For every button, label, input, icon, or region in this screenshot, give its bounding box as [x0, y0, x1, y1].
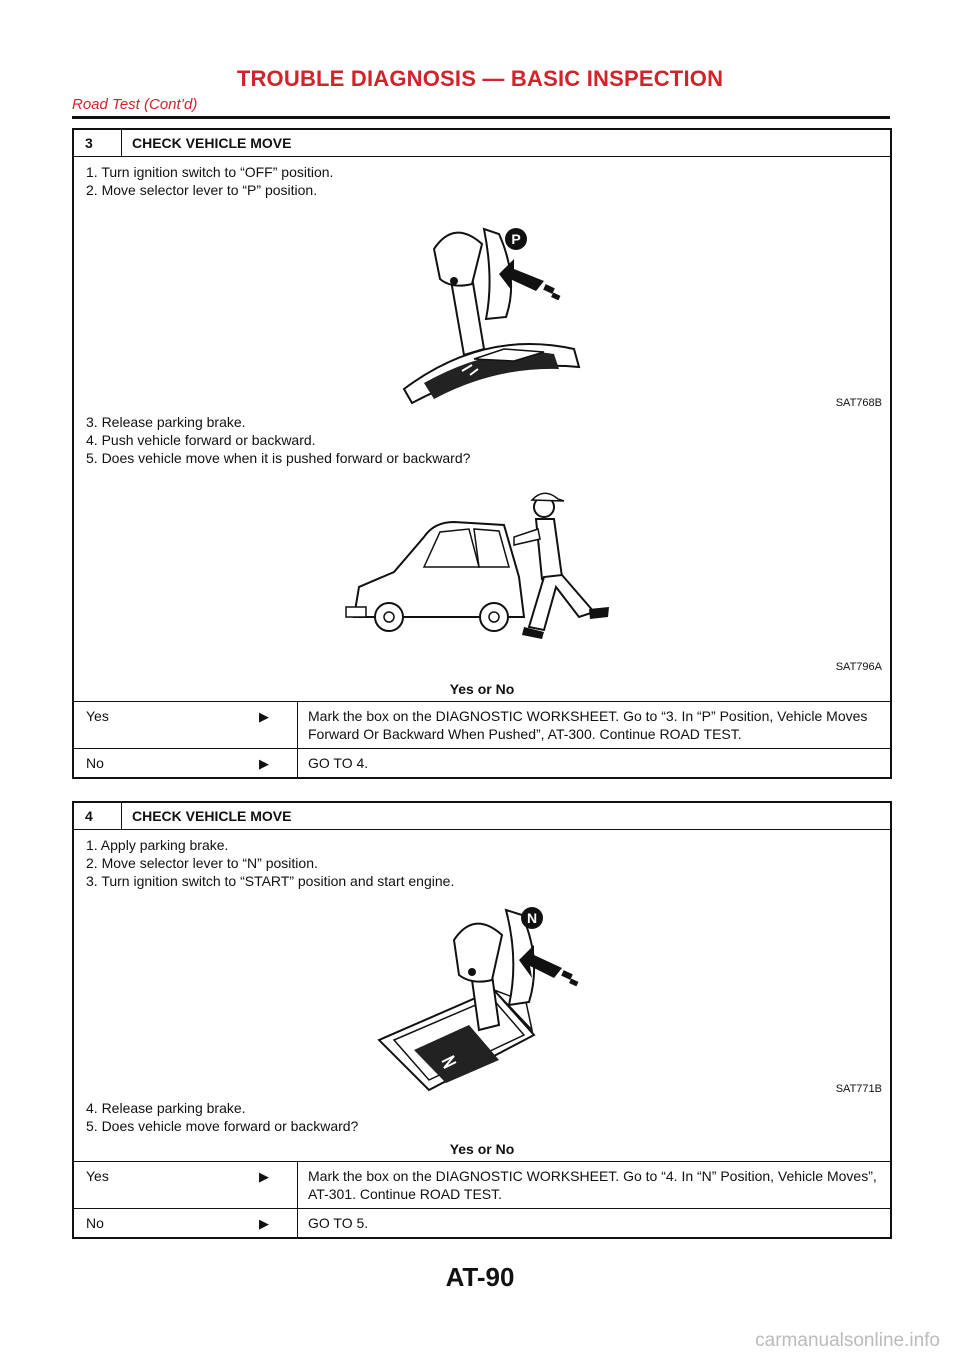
figure-code: SAT771B [835, 1083, 882, 1095]
arrow-right-icon: ▶ [259, 1216, 269, 1231]
section-3-body [74, 157, 890, 777]
answer-label-text: No [86, 755, 104, 771]
shift-gate-icon [404, 344, 579, 403]
section-number: 4 [74, 803, 122, 829]
answer-row-no [74, 1208, 890, 1237]
steps-list-b [74, 409, 890, 467]
steps-list-a [74, 157, 890, 199]
question-label: Yes or No [449, 681, 515, 697]
section-4-header [74, 803, 890, 830]
figure-selector-n [74, 890, 890, 1095]
section-4 [72, 801, 892, 1239]
step-item: 5. Does vehicle move when it is pushed forward or backward? [86, 450, 471, 466]
steps-list-b [74, 1095, 890, 1135]
answer-label-text: Yes [86, 1168, 109, 1184]
section-3 [72, 128, 892, 779]
watermark: carmanualsonline.info [755, 1330, 940, 1351]
figure-selector-p [74, 199, 890, 409]
step-item: 5. Does vehicle move forward or backward? [86, 1118, 359, 1134]
header-rule [72, 116, 890, 119]
arrow-right-icon: ▶ [259, 709, 269, 724]
car-icon [346, 522, 524, 631]
mechanic-icon [514, 493, 609, 639]
answer-label-text: Yes [86, 708, 109, 724]
step-item: 3. Release parking brake. [86, 414, 246, 430]
step-item: 1. Apply parking brake. [86, 837, 229, 853]
figure-code: SAT768B [835, 397, 882, 409]
position-badge-letter: P [511, 231, 521, 247]
push-vehicle-illustration [74, 467, 890, 677]
answer-label [74, 702, 297, 748]
figure-push-vehicle [74, 467, 890, 677]
page-number: AT-90 [445, 1262, 515, 1292]
answer-label-text: No [86, 1215, 104, 1231]
step-item: 2. Move selector lever to “P” position. [86, 182, 318, 198]
selector-lever-n-illustration [74, 890, 890, 1095]
selector-lever-p-illustration [74, 199, 890, 409]
answer-label [74, 1162, 297, 1208]
step-item: 1. Turn ignition switch to “OFF” position. [86, 164, 334, 180]
section-title: CHECK VEHICLE MOVE [132, 808, 292, 824]
step-item: 2. Move selector lever to “N” position. [86, 855, 318, 871]
arrow-right-icon: ▶ [259, 756, 269, 771]
section-number: 3 [74, 130, 122, 156]
answer-action: GO TO 5. [297, 1209, 890, 1237]
answer-row-no [74, 748, 890, 777]
step-item: 3. Turn ignition switch to “START” position and start engine. [86, 873, 455, 889]
answer-label [74, 1209, 297, 1237]
step-item: 4. Push vehicle forward or backward. [86, 432, 316, 448]
answer-action: Mark the box on the DIAGNOSTIC WORKSHEET. Go to “3. In “P” Position, Vehicle Moves Forward Or Backward When Pushed”, AT-300. Continue ROAD TEST. [297, 702, 890, 748]
position-badge-letter: N [526, 910, 538, 926]
steps-list-a [74, 830, 890, 890]
section-4-body [74, 830, 890, 1237]
answer-label [74, 749, 297, 777]
page-subtitle: Road Test (Cont’d) [72, 96, 198, 113]
question-label: Yes or No [449, 1141, 515, 1157]
step-item: 4. Release parking brake. [86, 1100, 246, 1116]
answer-action: Mark the box on the DIAGNOSTIC WORKSHEET. Go to “4. In “N” Position, Vehicle Moves”, AT-301. Continue ROAD TEST. [297, 1162, 890, 1208]
lever-knob-icon [434, 229, 511, 355]
section-3-header [74, 130, 890, 157]
arrow-right-icon: ▶ [259, 1169, 269, 1184]
answer-row-yes [74, 1161, 890, 1208]
answer-row-yes [74, 701, 890, 748]
page-title: TROUBLE DIAGNOSIS — BASIC INSPECTION [236, 66, 724, 91]
section-title: CHECK VEHICLE MOVE [132, 135, 292, 151]
figure-code: SAT796A [835, 661, 882, 673]
answer-action: GO TO 4. [297, 749, 890, 777]
